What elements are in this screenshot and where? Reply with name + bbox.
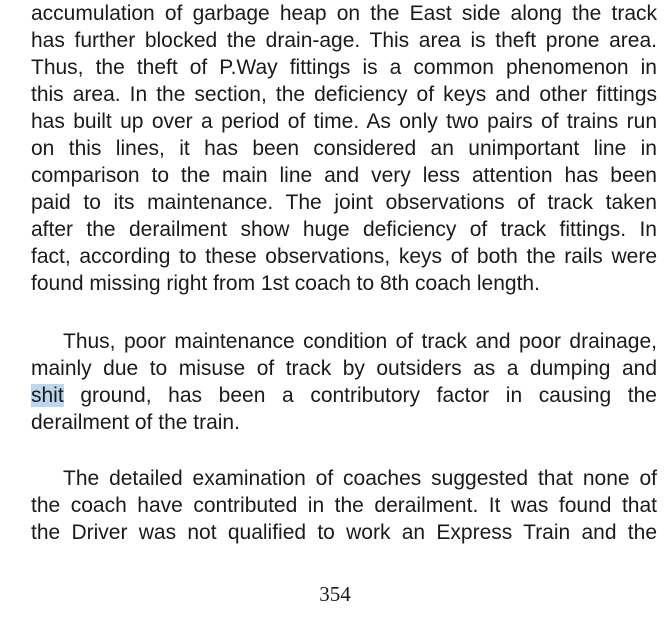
- text-line: accumulation of garbage heap on the East side along the track: [31, 2, 657, 25]
- text-fragment: ground, has been a contributory factor in causing the: [63, 384, 657, 407]
- paragraph-3: [31, 465, 657, 546]
- text-line: on this lines, it has been considered an unimportant line in: [31, 137, 657, 160]
- text-line: derailment of the train.: [31, 411, 240, 434]
- highlighted-word[interactable]: shit: [31, 384, 64, 407]
- text-line-with-highlight: [31, 382, 657, 409]
- text-line: this area. In the section, the deficiency of keys and other fittings: [31, 83, 657, 106]
- text-line: has further blocked the drain-age. This area is theft prone area.: [31, 29, 657, 52]
- text-line: found missing right from 1st coach to 8th coach length.: [31, 272, 540, 295]
- text-line: The detailed examination of coaches suggested that none of: [63, 467, 657, 490]
- text-line: Thus, poor maintenance condition of track and poor drainage,: [63, 330, 657, 353]
- text-line: paid to its maintenance. The joint observations of track taken: [31, 191, 657, 214]
- text-line: fact, according to these observations, keys of both the rails were: [31, 245, 657, 268]
- text-line: has built up over a period of time. As only two pairs of trains run: [31, 110, 657, 133]
- text-line: the Driver was not qualified to work an Express Train and the: [31, 521, 657, 544]
- page-number: 354: [319, 582, 351, 606]
- text-line: after the derailment show huge deficiency of track fittings. In: [31, 218, 657, 241]
- paragraph-1: [31, 0, 657, 297]
- text-line: Thus, the theft of P.Way fittings is a common phenomenon in: [31, 56, 657, 79]
- paragraph-2: [31, 328, 657, 436]
- text-line: comparison to the main line and very less attention has been: [31, 164, 657, 187]
- text-line: the coach have contributed in the derailment. It was found that: [31, 494, 657, 517]
- text-line: mainly due to misuse of track by outsiders as a dumping and: [31, 357, 657, 380]
